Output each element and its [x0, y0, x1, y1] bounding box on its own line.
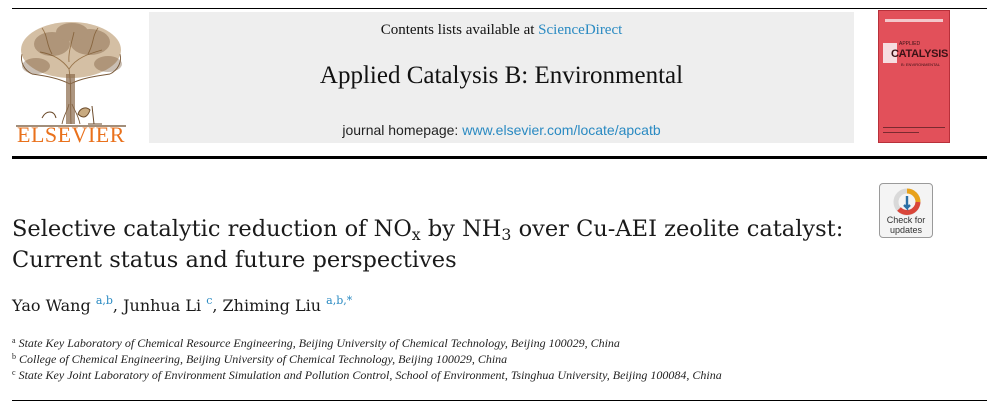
author-separator: ,	[112, 296, 124, 315]
affiliation-text: State Key Joint Laboratory of Environment Simulation and Pollution Control, School of Environment, Tsinghua University, Beijing 100084, China	[18, 368, 722, 382]
affiliation-text: College of Chemical Engineering, Beijing University of Chemical Technology, Beijing 100029, China	[19, 352, 508, 366]
top-rule	[12, 8, 987, 9]
affiliation	[12, 368, 722, 383]
author-affiliation-link[interactable]: c	[206, 294, 213, 307]
corresponding-author-link[interactable]: *	[346, 294, 353, 307]
cover-catalysis: CATALYSIS	[891, 48, 948, 60]
affiliation-mark: a	[12, 336, 16, 345]
cover-top-band	[885, 19, 943, 22]
cover-rule	[883, 127, 945, 128]
author-name[interactable]: Yao Wang	[12, 296, 91, 315]
title-line-2: Current status and future perspectives	[12, 247, 457, 273]
check-for-updates-label: Check for updates	[886, 215, 926, 235]
homepage-line	[149, 122, 854, 138]
title-subscript: x	[411, 225, 421, 244]
journal-cover-thumbnail[interactable]	[878, 10, 950, 143]
cover-environmental: B: ENVIRONMENTAL	[901, 62, 941, 67]
journal-banner	[149, 12, 854, 143]
affiliation	[12, 352, 507, 367]
title-subscript: 3	[501, 225, 512, 244]
cover-applied: APPLIED	[899, 41, 921, 47]
author-name[interactable]: Junhua Li	[123, 296, 202, 315]
title-part: over Cu-AEI zeolite catalyst:	[511, 216, 844, 242]
homepage-prefix: journal homepage:	[342, 122, 463, 138]
check-for-updates-button[interactable]	[879, 183, 933, 238]
contents-prefix: Contents lists available at	[380, 22, 539, 38]
title-part: Selective catalytic reduction of NO	[12, 216, 412, 242]
cover-rule	[883, 132, 919, 133]
journal-title[interactable]: Applied Catalysis B: Environmental	[319, 62, 684, 89]
affiliation	[12, 336, 620, 351]
contents-line	[149, 22, 854, 39]
author-list	[12, 296, 352, 315]
sciencedirect-link[interactable]: ScienceDirect	[538, 22, 623, 38]
author-name[interactable]: Zhiming Liu	[222, 296, 322, 315]
publisher-name[interactable]: ELSEVIER	[17, 122, 125, 147]
author-separator: ,	[212, 296, 223, 315]
author-affiliation-link[interactable]: a,b	[95, 294, 113, 307]
title-part: by NH	[420, 216, 502, 242]
header-divider	[12, 156, 987, 159]
affiliation-mark: c	[12, 368, 16, 377]
article-title	[12, 214, 872, 276]
author-affiliation-link[interactable]: a,b,	[326, 294, 347, 307]
affiliation-mark: b	[12, 352, 16, 361]
check-for-updates-icon	[893, 188, 921, 216]
homepage-link[interactable]: www.elsevier.com/locate/apcatb	[462, 122, 661, 138]
bottom-rule	[12, 400, 987, 401]
affiliation-text: State Key Laboratory of Chemical Resource Engineering, Beijing University of Chemical Technology, Beijing 100029, China	[18, 336, 620, 350]
